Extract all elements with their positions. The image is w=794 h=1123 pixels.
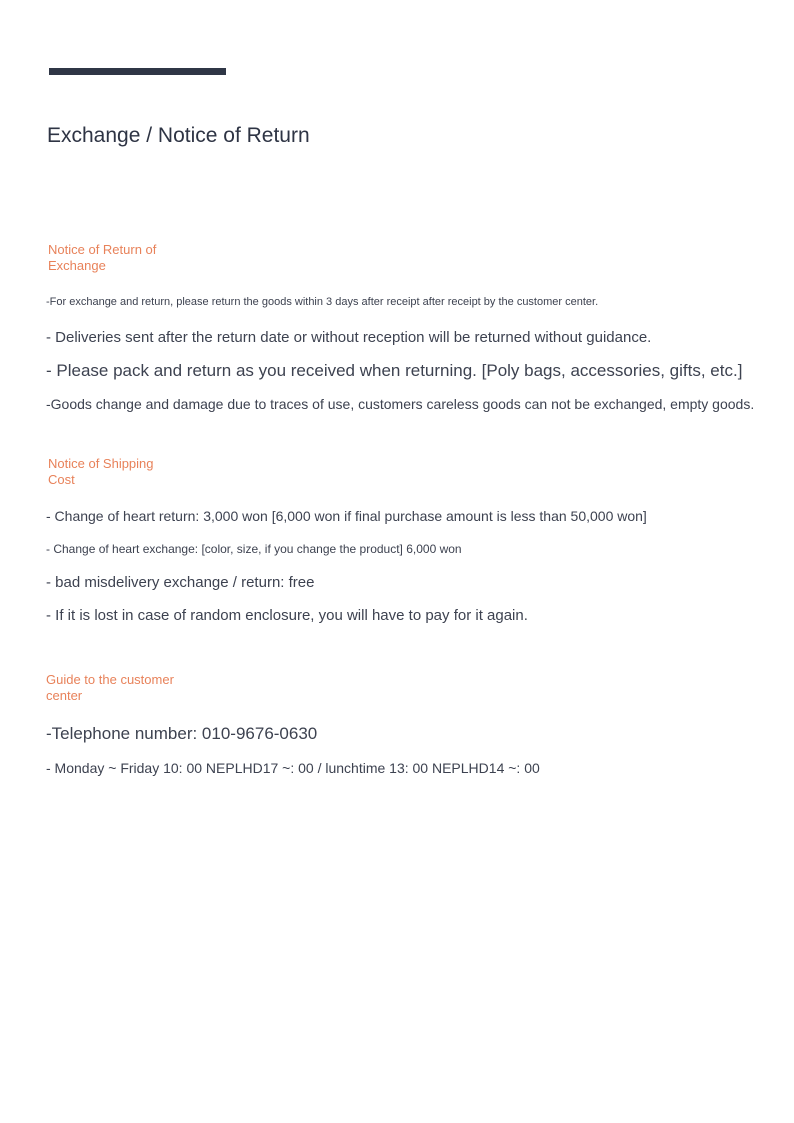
shipping-cost-line: - If it is lost in case of random enclosure, you will have to pay for it again. [46,607,528,624]
section-heading-line: Cost [48,472,75,487]
shipping-cost-line: - Change of heart exchange: [color, size, if you change the product] 6,000 won [46,542,462,556]
return-policy-line: -Goods change and damage due to traces of use, customers careless goods can not be exchanged, empty goods. [46,396,755,412]
title-accent-bar [49,68,226,75]
shipping-cost-line: - Change of heart return: 3,000 won [6,000 won if final purchase amount is less than 50,000 won] [46,508,647,524]
section-heading-customer-center [46,672,174,704]
return-policy-line: - Deliveries sent after the return date or without reception will be returned without guidance. [46,329,652,346]
section-heading-line: Guide to the customer [46,672,174,687]
section-heading-line: Exchange [48,258,106,273]
section-heading-line: Notice of Shipping [48,456,154,471]
return-policy-line: - Please pack and return as you received when returning. [Poly bags, accessories, gifts, etc.] [46,361,743,380]
section-heading-line: Notice of Return of [48,242,157,257]
shipping-cost-line: - bad misdelivery exchange / return: free [46,574,315,591]
return-policy-line: -For exchange and return, please return the goods within 3 days after receipt after receipt by the customer center. [46,296,599,308]
section-heading-shipping-cost [48,456,154,488]
telephone-line: -Telephone number: 010-9676-0630 [46,724,318,743]
business-hours-line: - Monday ~ Friday 10: 00 NEPLHD17 ~: 00 / lunchtime 13: 00 NEPLHD14 ~: 00 [46,760,540,776]
page-title: Exchange / Notice of Return [47,124,310,147]
section-heading-line: center [46,688,83,703]
section-heading-return-exchange [48,242,156,274]
